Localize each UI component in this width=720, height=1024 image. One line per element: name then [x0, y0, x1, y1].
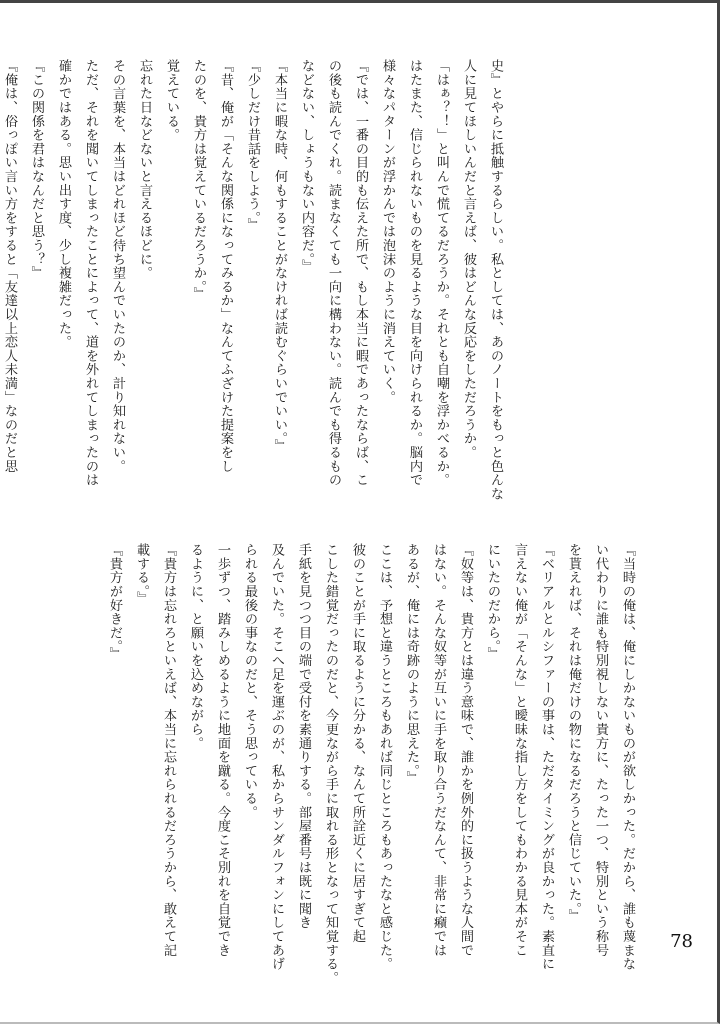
- text-line: ただ、それを聞いてしまったことによって、道を外れてしまったのは: [83, 59, 98, 487]
- text-line: 様々なパターンが浮かんでは泡沫のように消えていく。: [380, 59, 395, 404]
- text-line: 彼のことが手に取るように分かる、なんて所詮近くに居すぎて起: [350, 543, 365, 944]
- text-line: 人に見てほしいんだと言えば、彼はどんな反応をしただろうか。: [461, 59, 476, 460]
- text-line: 『昔、俺が「そんな関係になってみるか」なんてふざけた提案をし: [218, 59, 233, 473]
- text-line: 忘れた日などないと言えるほどに。: [137, 59, 152, 280]
- text-line: にいたのだから。』: [485, 543, 500, 661]
- text-line: などない、しょうもない内容だ。』: [299, 59, 314, 274]
- text-line: その言葉を、本当はどれほど待ち望んでいたのか、計り知れない。: [110, 59, 125, 473]
- text-line: 及んでいた。そこへ足を運ぶのが、私からサンダルフォンにしてあげ: [269, 543, 284, 971]
- text-line: 『では、一番の目的も伝えた所で、もし本当に暇であったならば、こ: [353, 59, 368, 487]
- text-line: 言えない俺が「そんな」と曖昧な指し方をしてもわかる見本がそこ: [512, 543, 527, 957]
- text-line: られる最後の事なのだと、そう思っている。: [242, 543, 257, 819]
- text-line: 『貴方は忘れろといえば、本当に忘れられるだろうから、敢えて記: [161, 543, 176, 957]
- text-line: を貰えれば、それは俺だけの物になるだろうと信じていた。』: [566, 543, 581, 923]
- text-line: ここは、予想と違うところもあれば同じところもあったなと感じた。: [377, 543, 392, 971]
- text-line: 『ベリアルとルシファーの事は、ただタイミングが良かった。素直に: [539, 543, 554, 971]
- page-number: 78: [670, 931, 693, 952]
- text-line: あるが、俺には奇跡のように思えた。』: [404, 543, 419, 785]
- text-line: の後も読んでくれ。読まなくても一向に構わない。読んでも得るもの: [326, 59, 341, 487]
- text-line: 一歩ずつ、踏みしめるように地面を蹴る。今度こそ別れを自覚でき: [215, 543, 230, 957]
- text-line: い代わりに誰も特別視しない貴方に、たった一つ、特別という称号: [593, 543, 608, 957]
- text-block-upper: [2, 59, 509, 509]
- text-line: 載する。』: [134, 543, 149, 606]
- text-line: 覚えている。: [164, 59, 179, 142]
- text-line: 『貴方が好きだ。』: [107, 543, 122, 661]
- text-line: はたまた、信じられないものを見るような目を向けられるか。脳内で: [407, 59, 422, 487]
- text-line: 『当時の俺は、俺にしかないものが欲しかった。だから、誰も蔑まな: [620, 543, 635, 971]
- text-line: るように、と願いを込めながら。: [188, 543, 203, 750]
- text-line: 『本当に暇な時、何もすることがなければ読むぐらいでいい。』: [272, 59, 287, 453]
- text-line: たのを、貴方は覚えているだろうか。』: [191, 59, 206, 301]
- text-line: 確かではある。思い出す度、少し複雑だった。: [56, 59, 71, 349]
- text-line: 『俺は、俗っぽい言い方をすると「友達以上恋人未満」なのだと思: [2, 59, 17, 473]
- text-line: 『奴等は、貴方とは違う意味で、誰かを例外的に扱うような人間で: [458, 543, 473, 957]
- text-line: 手紙を見つつ目の端で受付を素通りする。部屋番号は既に聞き: [296, 543, 311, 930]
- text-line: 史』とやらに抵触するらしい。私としては、あのノートをもっと色んな: [488, 59, 503, 501]
- text-block-lower: [73, 543, 641, 985]
- text-line: 『この関係を君はなんだと思う？』: [29, 59, 44, 280]
- text-line: 「はぁ？！」と叫んで慌てるだろうか。それとも自嘲を浮かべるか。: [434, 59, 449, 487]
- text-line: こした錯覚だったのだと、今更ながら手に取れる形となって知覚する。: [323, 543, 338, 985]
- text-line: 『少しだけ昔話をしよう。』: [245, 59, 260, 232]
- text-line: はない。そんな奴等が互いに手を取り合うだなんて、非常に癪では: [431, 543, 446, 957]
